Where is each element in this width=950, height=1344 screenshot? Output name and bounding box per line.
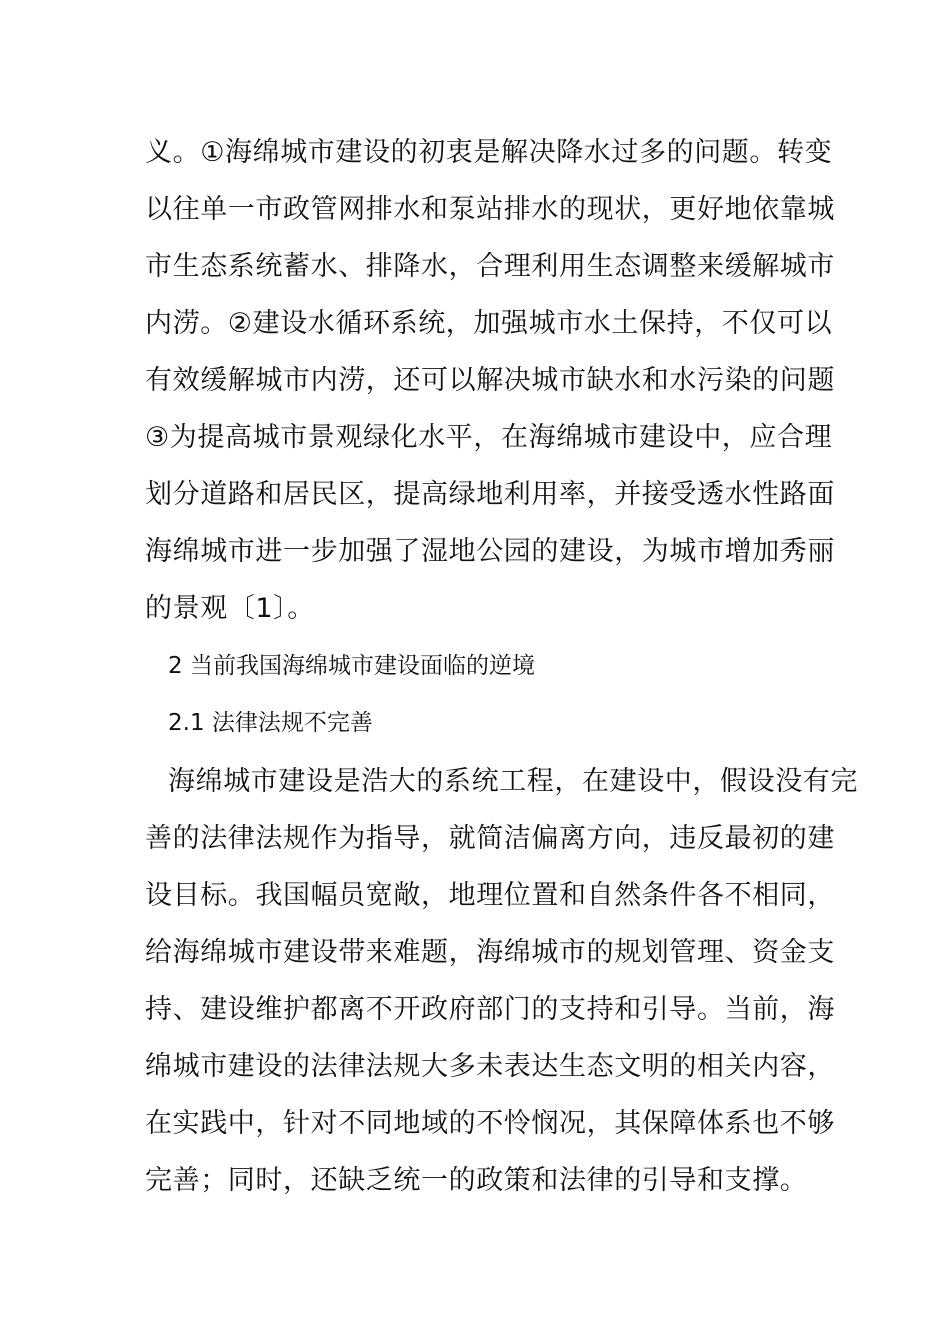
- paragraph-line: 划分道路和居民区，提高绿地利用率，并接受透水性路面: [145, 479, 835, 510]
- paragraph-line: 有效缓解城市内涝，还可以解决城市缺水和水污染的问题: [145, 365, 835, 396]
- paragraph-line: 海绵城市进一步加强了湿地公园的建设，为城市增加秀丽: [145, 536, 835, 567]
- paragraph-line: 设目标。我国幅员宽敞，地理位置和自然条件各不相同，: [145, 880, 835, 911]
- paragraph-line: 海绵城市建设是浩大的系统工程，在建设中，假设没有完: [168, 766, 858, 797]
- paragraph-line: 市生态系统蓄水、排降水，合理利用生态调整来缓解城市: [145, 251, 835, 282]
- paragraph-line: 给海绵城市建设带来难题，海绵城市的规划管理、资金支: [145, 937, 835, 968]
- paragraph-line: 绵城市建设的法律法规大多未表达生态文明的相关内容，: [145, 1051, 835, 1082]
- paragraph-line: 在实践中，针对不同地域的不怜悯况，其保障体系也不够: [145, 1108, 835, 1139]
- paragraph-line: 持、建设维护都离不开政府部门的支持和引导。当前，海: [145, 994, 835, 1025]
- paragraph-line: 内涝。②建设水循环系统，加强城市水土保持，不仅可以: [145, 308, 833, 339]
- paragraph-line: 以往单一市政管网排水和泵站排水的现状，更好地依靠城: [145, 194, 835, 225]
- paragraph-line: 完善；同时，还缺乏统一的政策和法律的引导和支撑。: [145, 1165, 808, 1196]
- paragraph-line: 善的法律法规作为指导，就简洁偏离方向，违反最初的建: [145, 823, 835, 854]
- section-heading: 2 当前我国海绵城市建设面临的逆境: [168, 653, 535, 679]
- paragraph-line: ③为提高城市景观绿化水平，在海绵城市建设中，应合理: [145, 422, 833, 453]
- paragraph-line: 的景观〔1〕。: [145, 593, 315, 624]
- paragraph-line: 义。①海绵城市建设的初衷是解决降水过多的问题。转变: [145, 137, 833, 168]
- subsection-heading: 2.1 法律法规不完善: [168, 710, 373, 736]
